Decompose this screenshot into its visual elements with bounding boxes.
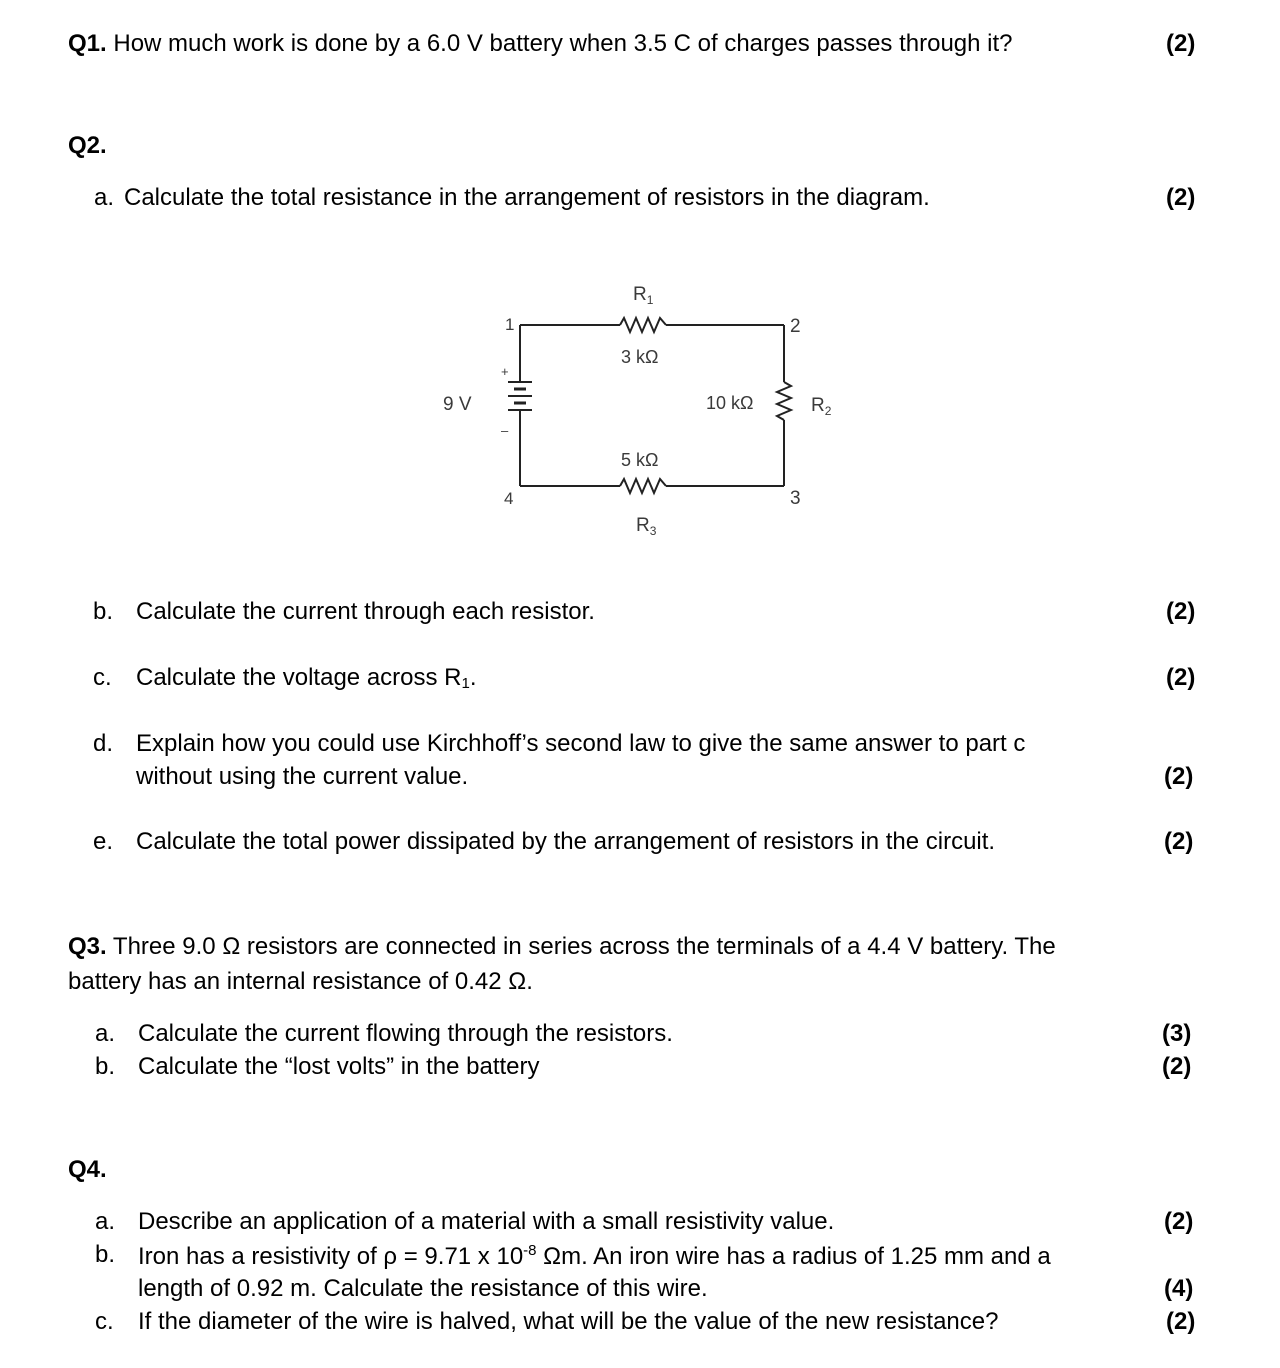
q1-marks: (2): [1166, 30, 1196, 57]
q2e-letter: e.: [93, 828, 114, 855]
q3b-text: Calculate the “lost volts” in the battery: [138, 1053, 540, 1080]
q4a-marks: (2): [1164, 1208, 1194, 1235]
q3a-text: Calculate the current flowing through the resistors.: [138, 1020, 673, 1047]
r2-resistor: [777, 382, 791, 420]
q2a-text: Calculate the total resistance in the arrangement of resistors in the diagram.: [124, 184, 930, 211]
q4b-line2: length of 0.92 m. Calculate the resistance of this wire.: [138, 1275, 708, 1302]
q3-number: Q3.: [68, 933, 107, 960]
q4b-marks: (4): [1164, 1275, 1194, 1302]
r3-resistor: [620, 479, 666, 493]
q2e-text: Calculate the total power dissipated by the arrangement of resistors in the circuit.: [136, 828, 996, 855]
q4b-letter: b.: [95, 1241, 116, 1268]
r2-label: $R_2$: [811, 395, 832, 418]
q4c-text: If the diameter of the wire is halved, what will be the value of the new resistance?: [138, 1308, 999, 1335]
node-3-label: 3: [790, 488, 801, 509]
q4c-marks: (2): [1166, 1308, 1196, 1335]
r3-value: 5 kΩ: [621, 450, 659, 470]
q3b-letter: b.: [95, 1053, 116, 1080]
battery-symbol: [508, 378, 532, 416]
q4b-line1: Iron has a resistivity of ρ = 9.71 x $10^{-8}$ Ωm. An iron wire has a radius of 1.25 mm and a: [138, 1242, 1051, 1270]
q2d-line2: without using the current value.: [136, 763, 469, 790]
q2a-marks: (2): [1166, 184, 1196, 211]
q4a-letter: a.: [95, 1208, 116, 1235]
q1-number: Q1.: [68, 30, 107, 57]
q2d-line1: Explain how you could use Kirchhoff’s second law to give the same answer to part c: [136, 730, 1026, 757]
q3a-letter: a.: [95, 1020, 116, 1047]
r3-label: $R_3$: [636, 515, 657, 538]
q4c-letter: c.: [95, 1308, 114, 1335]
q4a-text: Describe an application of a material with a small resistivity value.: [138, 1208, 835, 1235]
r1-label: $R_1$: [633, 284, 654, 307]
battery-minus: –: [501, 423, 509, 438]
q1-text: How much work is done by a 6.0 V battery when 3.5 C of charges passes through it?: [113, 30, 1013, 57]
q2b-marks: (2): [1166, 598, 1196, 625]
q2c-letter: c.: [93, 664, 112, 691]
q4-number: Q4.: [68, 1156, 107, 1183]
q3b-marks: (2): [1162, 1053, 1192, 1080]
circuit-diagram: [430, 270, 850, 550]
battery-plus: +: [501, 364, 509, 379]
node-4-label: 4: [504, 489, 514, 508]
node-2-label: 2: [790, 316, 801, 337]
q3-text-line1: Three 9.0 Ω resistors are connected in series across the terminals of a 4.4 V battery. The: [112, 933, 1056, 960]
q2c-text: Calculate the voltage across $R_1$.: [136, 664, 477, 692]
q2c-marks: (2): [1166, 664, 1196, 691]
q2-number: Q2.: [68, 132, 107, 159]
q1-line: [68, 32, 1013, 56]
q3a-marks: (3): [1162, 1020, 1192, 1047]
r1-value: 3 kΩ: [621, 347, 659, 367]
battery-voltage: 9 V: [443, 394, 472, 415]
q3-line2: battery has an internal resistance of 0.42 Ω.: [68, 968, 533, 995]
r2-value: 10 kΩ: [706, 393, 754, 413]
q2a-letter: a.: [94, 184, 115, 211]
q2b-text: Calculate the current through each resistor.: [136, 598, 595, 625]
q3-line1: [68, 935, 1056, 959]
q2d-letter: d.: [93, 730, 114, 757]
r1-resistor: [620, 318, 666, 332]
node-1-label: 1: [505, 315, 515, 334]
q2e-marks: (2): [1164, 828, 1194, 855]
q2b-letter: b.: [93, 598, 114, 625]
q2d-marks: (2): [1164, 763, 1194, 790]
